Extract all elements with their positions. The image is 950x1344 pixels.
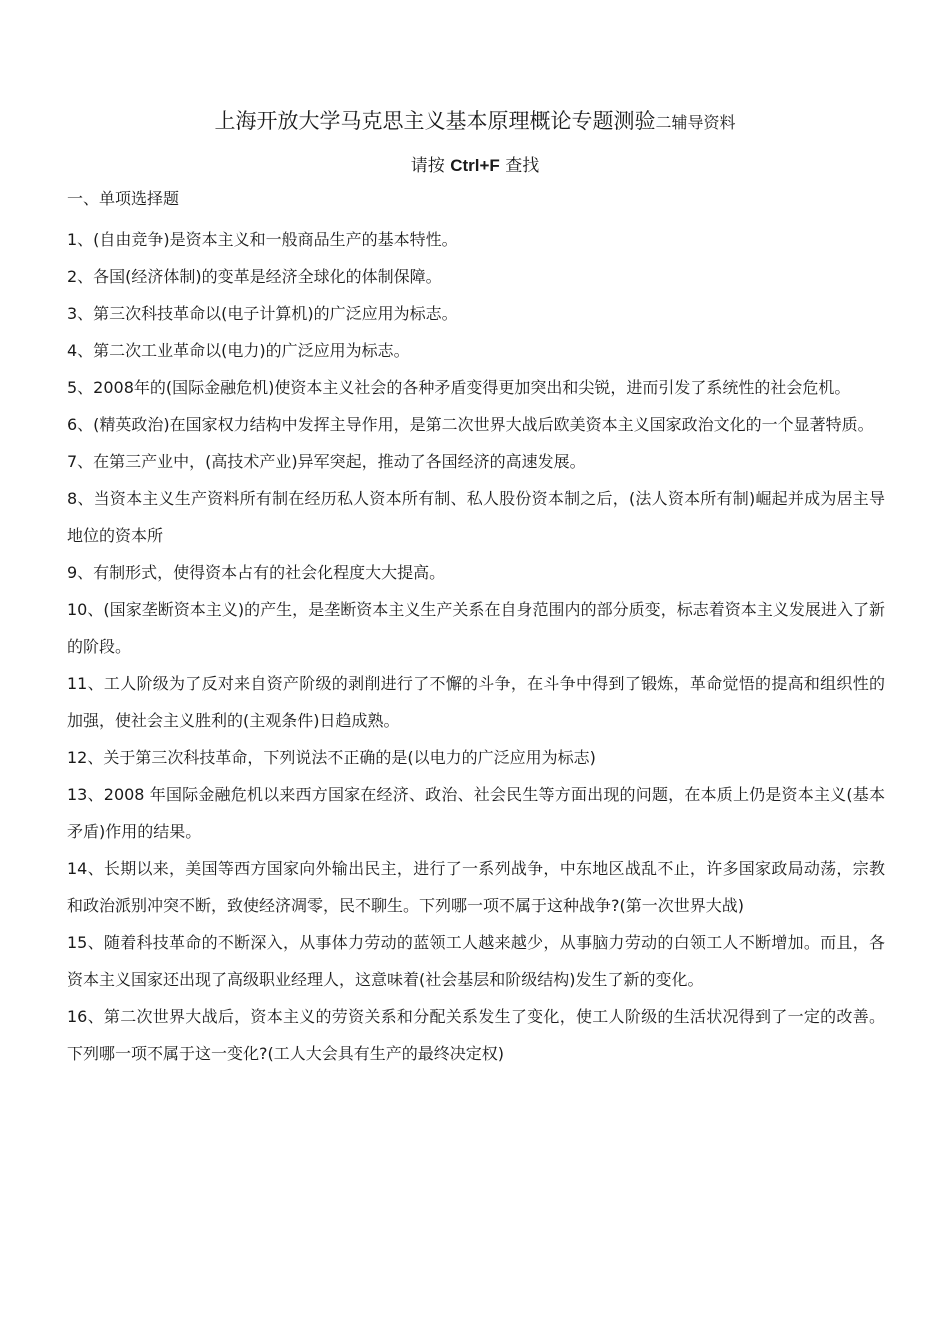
question-item: 16、第二次世界大战后，资本主义的劳资关系和分配关系发生了变化，使工人阶级的生活状况得到了一定的改善。下列哪一项不属于这一变化?(工人大会具有生产的最终决定权) — [67, 1007, 885, 1063]
question-item: 2、各国(经济体制)的变革是经济全球化的体制保障。 — [67, 267, 442, 286]
question-item: 12、关于第三次科技革命，下列说法不正确的是(以电力的广泛应用为标志) — [67, 748, 596, 767]
question-item: 10、(国家垄断资本主义)的产生，是垄断资本主义生产关系在自身范围内的部分质变，标志着资本主义发展进入了新的阶段。 — [67, 600, 885, 656]
question-item: 5、2008年的(国际金融危机)使资本主义社会的各种矛盾变得更加突出和尖锐，进而引发了系统性的社会危机。 — [67, 378, 851, 397]
question-list — [67, 184, 885, 1072]
question-item: 4、第二次工业革命以(电力)的广泛应用为标志。 — [67, 341, 410, 360]
question-item: 13、2008 年国际金融危机以来西方国家在经济、政治、社会民生等方面出现的问题，在本质上仍是资本主义(基本矛盾)作用的结果。 — [67, 785, 885, 841]
search-hint-key: Ctrl+F — [450, 156, 500, 175]
question-item: 15、随着科技革命的不断深入，从事体力劳动的蓝领工人越来越少，从事脑力劳动的白领工人不断增加。而且，各资本主义国家还出现了高级职业经理人，这意味着(社会基层和阶级结构)发生了新的变化。 — [67, 933, 885, 989]
search-hint — [0, 152, 950, 180]
question-item: 14、长期以来，美国等西方国家向外输出民主，进行了一系列战争，中东地区战乱不止，许多国家政局动荡，宗教和政治派别冲突不断，致使经济凋零，民不聊生。下列哪一项不属于这种战争?(第一次世界大战) — [67, 859, 885, 915]
question-item: 9、有制形式，使得资本占有的社会化程度大大提高。 — [67, 563, 446, 582]
title-main: 上海开放大学马克思主义基本原理概论专题测验 — [214, 109, 656, 133]
title-suffix: 二辅导资料 — [655, 113, 736, 132]
question-item: 1、(自由竞争)是资本主义和一般商品生产的基本特性。 — [67, 230, 458, 249]
search-hint-after: 查找 — [499, 156, 540, 176]
question-item: 7、在第三产业中，(高技术产业)异军突起，推动了各国经济的高速发展。 — [67, 452, 586, 471]
question-item: 3、第三次科技革命以(电子计算机)的广泛应用为标志。 — [67, 304, 458, 323]
document-title — [0, 106, 950, 138]
question-item: 11、工人阶级为了反对来自资产阶级的剥削进行了不懈的斗争，在斗争中得到了锻炼，革命觉悟的提高和组织性的加强，使社会主义胜利的(主观条件)日趋成熟。 — [67, 674, 885, 730]
question-item: 6、(精英政治)在国家权力结构中发挥主导作用，是第二次世界大战后欧美资本主义国家政治文化的一个显著特质。 — [67, 415, 874, 434]
question-item: 8、当资本主义生产资料所有制在经历私人资本所有制、私人股份资本制之后，(法人资本所有制)崛起并成为居主导地位的资本所 — [67, 489, 885, 545]
search-hint-before: 请按 — [410, 156, 451, 176]
section-heading: 一、单项选择题 — [67, 189, 180, 208]
